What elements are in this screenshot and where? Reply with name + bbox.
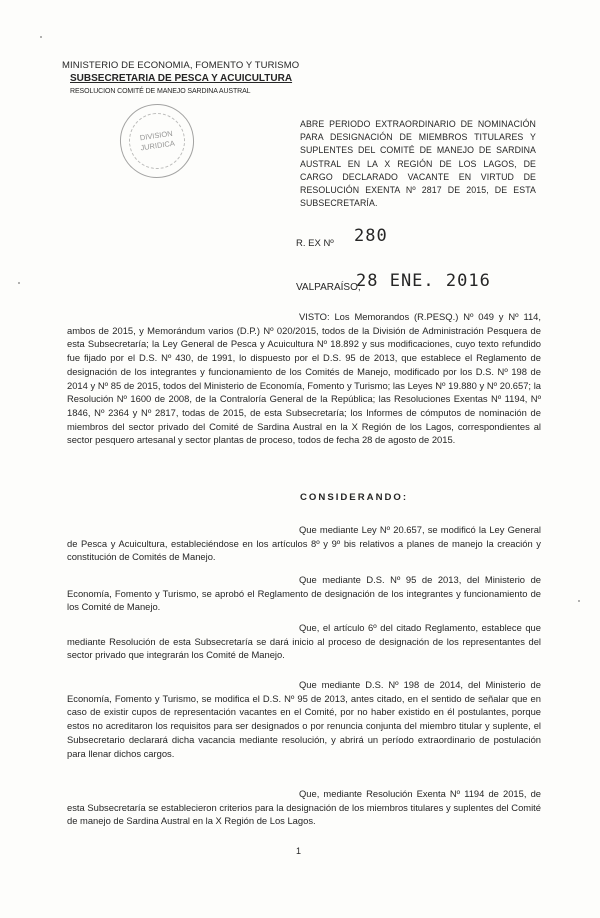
- resolution-title: ABRE PERIODO EXTRAORDINARIO DE NOMINACIÓN PARA DESIGNACIÓN DE MIEMBROS TITULARES Y SUPLENTES DEL COMITÉ DE MANEJO DE SARDINA AUSTRAL EN LA X REGIÓN DE LOS LAGOS, DE CARGO DECLARADO VACANTE EN VIRTUD DE RESOLUCIÓN EXENTA Nº 2817 DE 2015, DE ESTA SUBSECRETARÍA.: [300, 119, 536, 209]
- considerando-4: Que mediante D.S. Nº 198 de 2014, del Ministerio de Economía, Fomento y Turismo, se modifica el D.S. Nº 95 de 2013, antes citado, en el sentido de señalar que en caso de existir cupos de representación vacantes en el Comité, por no haber existido en él postulantes, porque estos no acreditaron los requisitos para ser designados o por renuncia conjunta del miembro titular y suplente, el Subsecretario declarará dicha vacancia mediante resolución, y abrirá un período extraordinario de postulación para llenar dichos cargos.: [67, 679, 541, 759]
- considerando-heading: CONSIDERANDO:: [300, 492, 409, 503]
- scan-speck: [578, 600, 580, 602]
- visto-paragraph: VISTO: Los Memorandos (R.PESQ.) Nº 049 y Nº 114, ambos de 2015, y Memorándum varios (D.P.) Nº 020/2015, todos de la División de Administración Pesquera de esta Subsecretaría; la Ley General de Pesca y Acuicultura Nº 18.892 y sus modificaciones, cuyo texto refundido fue fijado por el D.S. Nº 430, de 1991, lo dispuesto por el D.S. 95 de 2013, que establece el Reglamento de designación de los integrantes y funcionamiento de los Comités de Manejo, modificado por los D.S. Nº 198 de 2014 y Nº 85 de 2015, todos del Ministerio de Economía, Fomento y Turismo; las Leyes Nº 19.880 y Nº 20.657; la Resolución Nº 1600 de 2008, de la Contraloría General de la República; las Resoluciones Exentas Nº 1194, Nº 1846, Nº 2364 y Nº 2817, todas de 2015, de esta Subsecretaría; los Informes de cómputos de nominación de miembros del sector privado del Comité de Sardina Austral en la X Región de los Lagos, correspondientes al sector pesquero artesanal y sector plantas de proceso, todos de fecha 28 de agosto de 2015.: [67, 311, 541, 446]
- scan-speck: [40, 36, 42, 38]
- scan-speck: [18, 282, 20, 284]
- rex-number: 280: [354, 226, 388, 246]
- stamp-inner-ring: [125, 109, 188, 172]
- stamp-line-2: JURIDICA: [139, 138, 176, 153]
- division-juridica-stamp: [115, 99, 199, 183]
- considerando-5: Que, mediante Resolución Exenta Nº 1194 de 2015, de esta Subsecretaría se establecieron criterios para la designación de los miembros titulares y suplentes del Comité de manejo de Sardina Austral en la X Región de Los Lagos.: [67, 788, 541, 827]
- stamp-line-1: DIVISION: [139, 128, 174, 143]
- resolution-reference: RESOLUCION COMITÉ DE MANEJO SARDINA AUSTRAL: [70, 88, 251, 95]
- page-number: 1: [296, 846, 302, 856]
- subsecretaria-name: SUBSECRETARIA DE PESCA Y ACUICULTURA: [70, 73, 293, 84]
- resolution-date: 28 ENE. 2016: [356, 271, 491, 291]
- place-label: VALPARAÍSO,: [296, 282, 361, 293]
- rex-label: R. EX Nº: [296, 238, 334, 249]
- ministry-name: MINISTERIO DE ECONOMIA, FOMENTO Y TURISMO: [62, 60, 300, 71]
- considerando-3: Que, el artículo 6º del citado Reglamento, establece que mediante Resolución de esta Subsecretaría se dará inicio al proceso de designación de los representantes del sector privado que integrarán los Comité de Manejo.: [67, 622, 541, 661]
- considerando-1: Que mediante Ley Nº 20.657, se modificó la Ley General de Pesca y Acuicultura, estableciéndose en los artículos 8º y 9º bis relativos a planes de manejo la creación y constitución de Comités de Manejo.: [67, 524, 541, 563]
- considerando-2: Que mediante D.S. Nº 95 de 2013, del Ministerio de Economía, Fomento y Turismo, se aprobó el Reglamento de designación de los integrantes y funcionamiento de los Comité de Manejo.: [67, 574, 541, 613]
